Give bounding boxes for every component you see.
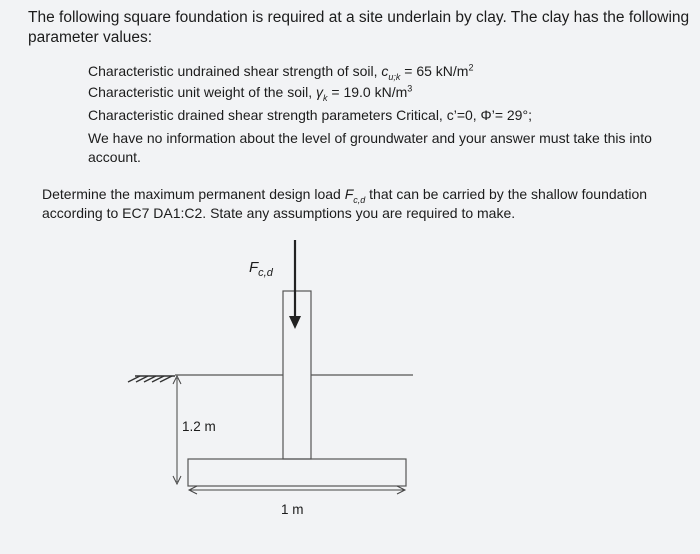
param-2-symbol: γ — [316, 84, 323, 100]
param-1-sub: u;k — [388, 71, 401, 82]
task-line-1a: Determine the maximum permanent design load — [42, 186, 341, 202]
task-load-sub: c,d — [353, 194, 366, 205]
load-label-sub: c,d — [258, 267, 273, 279]
param-2-sup: 3 — [407, 83, 413, 94]
foundation-footing — [188, 459, 406, 486]
load-label — [249, 259, 273, 279]
depth-label: 1.2 m — [182, 419, 216, 434]
intro-line-1: The following square foundation is required at a site underlain by clay. The clay has the following — [28, 9, 690, 26]
ground-hatch-icon — [128, 376, 175, 382]
param-groundwater-line-2: account. — [88, 149, 141, 165]
width-label: 1 m — [281, 502, 304, 517]
param-1-sup: 2 — [468, 62, 474, 73]
task-line-2: according to EC7 DA1:C2. State any assumptions you are required to make. — [42, 205, 516, 221]
load-arrow-head-icon — [289, 316, 301, 329]
task-line-1b: that can be carried by the shallow foundation — [369, 186, 648, 202]
param-groundwater-line-1: We have no information about the level of groundwater and your answer must take this into — [88, 130, 652, 146]
intro-line-2: parameter values: — [28, 29, 153, 46]
param-1-value: = 65 kN/m — [404, 63, 469, 79]
param-2-sub: k — [323, 92, 328, 103]
load-label-symbol: F — [249, 259, 259, 276]
param-drained-strength: Characteristic drained shear strength parameters Critical, c’=0, Φ’= 29°; — [88, 107, 532, 123]
task-load-symbol: F — [344, 186, 354, 202]
param-1-symbol: c — [381, 63, 389, 79]
param-1-label: Characteristic undrained shear strength of soil, — [88, 63, 378, 79]
param-2-value: = 19.0 kN/m — [331, 84, 408, 100]
param-2-label: Characteristic unit weight of the soil, — [88, 84, 313, 100]
